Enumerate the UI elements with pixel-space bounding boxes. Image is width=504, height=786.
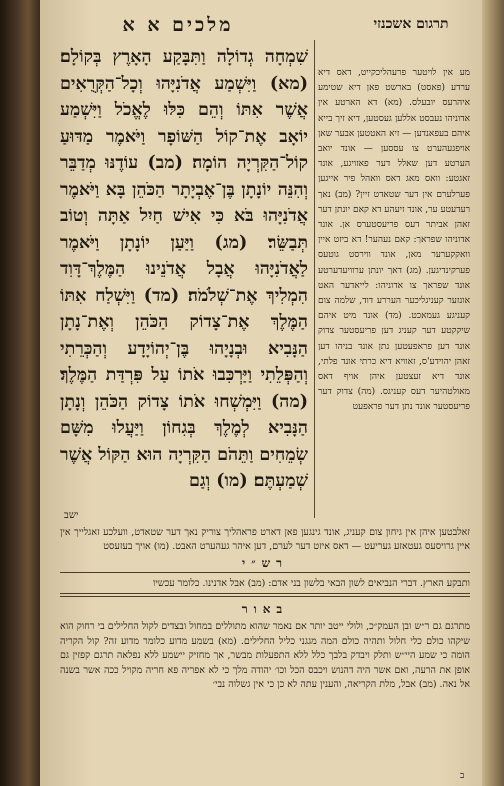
book-page [40,0,482,786]
divider-rule [60,596,470,597]
targum-translation-text: מע אין לויטער פרעהליכקייט, דאס דיא ערדע (פאסט) בארשט פאן דיא שטימע איהרעס יובעלס. (מא) דא הארטע אין אדוניהו נעבסט אללען געסטען, דיא זיך בייא איהם בעפאנדען — זיא האטטען אבער שאן אויפגעהערט צו עססען — אונד יואב הערטע דען שאלל דער פאזויגע, אונד זאגטע: וואס מאג דאס וואהל פיר אייגען פערלערם אין דער שטאדט זיין? (מב) נאך רעדעטע ער, אונד זיעהע דא קאם יונתן דער זאהן אביתר דעס פריעסטערס אן. אונד אדוניהו שפראך: קאם נעהער! דא ביזט איין וואקקערער מאן, אונד ווירסט גוטעס פערקינדיגען. (מג) דאך יונתן ערוויעדערטע אונד שפראך צו אדוניהו: לייאדער האט אונזער קעניגליכער העררע דוד, שלמה צום קעניגע געמאכט. (מד) אונד מיט איהם שיקקטע דער קעניג דען פריעסטער צדוק אונד דען פראפעטען נתן אונד בניהו דען זאהן יהוידע'ס, זאוויא דיא כרתי אונד פלתי, אונד דיא זעצטען איהן אויף דאס מאולטהיער דעס קעניגס. (מה) צדוק דער פריעסטער אונד נתן דער פראפעט [318,68,470,413]
biur-title: באור [241,602,289,616]
book-title-heading: מלכים א א [122,14,234,36]
rashi-title: רש״י [241,556,289,570]
rashi-commentary-text: ותבקע הארץ. דברי הנביאים לשון הבאי בלשון בני אדם: (מב) אבל אדנינו. כלומר עכשיו [152,578,470,589]
page-stack-edge [482,0,504,786]
divider-rule [60,572,470,573]
page-signature-mark: ב [460,771,465,781]
column-divider [314,40,315,518]
targum-title-heading: תרגום אשכנזי [373,16,449,32]
catchword: ישב [64,510,79,521]
main-hebrew-text: שִׁמְחָה גְדוֹלָה וַתִּבָּקַע הָאָרֶץ בְּקוֹלָם׃ (מא) וַיִּשְׁמַע אֲדֹנִיָּהוּ וְכָל־הַקְּרֻאִים אֲשֶׁר אִתּוֹ וְהֵם כִּלּוּ לֶאֱכֹל וַיִּשְׁמַע יוֹאָב אֶת־קוֹל הַשּׁוֹפָר וַיֹּאמֶר מַדּוּעַ קוֹל־הַקִּרְיָה הוֹמָה׃ (מב) עוֹדֶנּוּ מְדַבֵּר וְהִנֵּה יוֹנָתָן בֶּן־אֶבְיָתָר הַכֹּהֵן בָּא וַיֹּאמֶר אֲדֹנִיָּהוּ בֹּא כִּי אִישׁ חַיִל אַתָּה וְטוֹב תְּבַשֵּׂר׃ (מג) וַיַּעַן יוֹנָתָן וַיֹּאמֶר לַאֲדֹנִיָּהוּ אֲבָל אֲדֹנֵינוּ הַמֶּלֶךְ־דָּוִד הִמְלִיךְ אֶת־שְׁלֹמֹה׃ (מד) וַיִּשְׁלַח אִתּוֹ הַמֶּלֶךְ אֶת־צָדוֹק הַכֹּהֵן וְאֶת־נָתָן הַנָּבִיא וּבְנָיָהוּ בֶּן־יְהוֹיָדָע וְהַכְּרֵתִי וְהַפְּלֵתִי וַיַּרְכִּבוּ אֹתוֹ עַל פִּרְדַּת הַמֶּלֶךְ׃ (מה) וַיִּמְשְׁחוּ אֹתוֹ צָדוֹק הַכֹּהֵן וְנָתָן הַנָּבִיא לְמֶלֶךְ בְּגִחוֹן וַיַּעֲלוּ מִשָּׁם שְׂמֵחִים וַתֵּהֹם הַקִּרְיָה הוּא הַקּוֹל אֲשֶׁר שְׁמַעְתֶּם׃ (מו) וְגַם [60,47,308,491]
book-spine-edge [0,0,40,786]
biur-commentary-text: מתרגם גם ר״ש ובן העמק״כ, ולולי ייטב יותר אם נאמר שהוא מתוללים במחול ובצדים לקול החלילים בי רחוק הוא שיקהו כולם כלי חלול ותהיה כולם המה מגגני כליל החלילים. (מא) בשמע מדוע כלומר מדוע זה? קול הקריה הומה כי שמע היי״ש ותלק ויבדק בלבך כלל ללא התפעלות מבשר, אך מחזיק יישמע ללא נפלאה תרגם קפזין גם אופן את הרעה, ואם אשר היה דהנוש ויכבס הכל וכו׳ יהודה מלך כי לא אפריה פא חריה מקויל ככה אשר בשנה אל נאה. (מב) אבל, מלת הקריאה, והענין עתה לא כן כי אין גשלוה נבי׳ [60,621,470,690]
divider-rule [60,593,470,594]
translation-continuation-text: זאלבטען איהן אין גיחון צום קעניג, אונד גינגען פאן דארט פראהליך צוריק נאך דער שטאדט, וועלכע זאגלייך אין איין גרויסעס געטאזע געריעט — דאס איזט דער לערם, דען איהר געהערט האבט. (מו) אויך בעזעסט [60,527,470,552]
